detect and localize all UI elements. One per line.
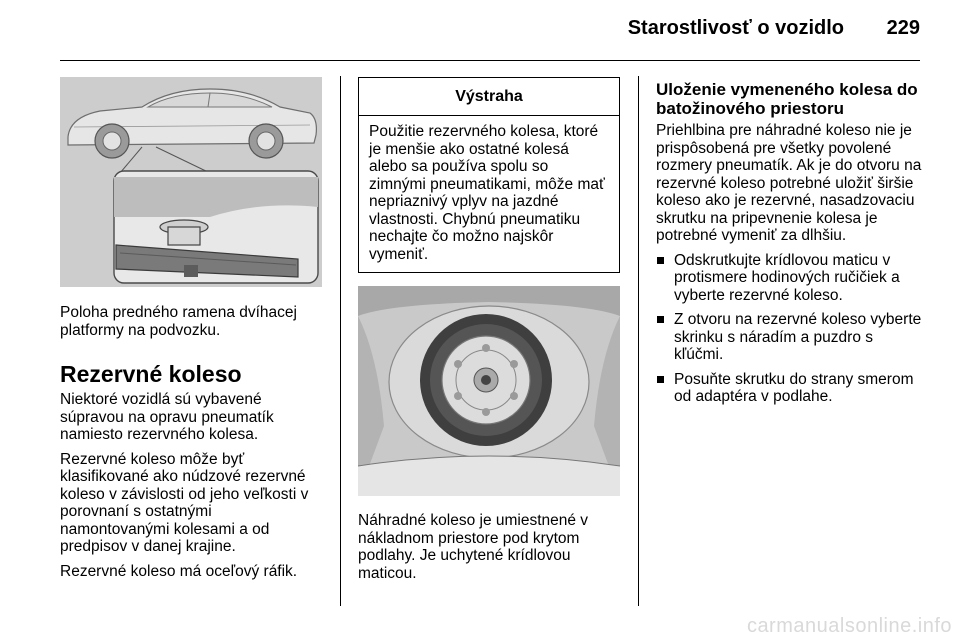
- header-rule: [60, 60, 920, 61]
- watermark: carmanualsonline.info: [746, 615, 952, 637]
- column-divider-2: [638, 76, 639, 606]
- bullet-square-icon: [657, 257, 664, 264]
- bullet-square-icon: [657, 316, 664, 323]
- instruction-list: [656, 252, 922, 406]
- list-item-text: Z otvoru na rezervné koleso vyberte skrinku s náradím a puzdro s kľúčmi.: [674, 311, 922, 363]
- page-number: 229: [886, 17, 920, 39]
- warning-box: [358, 77, 620, 273]
- warning-title: Výstraha: [359, 78, 619, 116]
- paragraph-2: Rezervné koleso môže byť klasifikované ako núdzové rezervné koleso v závislosti od jeho veľkosti v porovnaní s ostatnými namontovanými kolesami a od predpisov v danej krajine.: [60, 450, 309, 555]
- column-divider-1: [340, 76, 341, 606]
- intro-paragraph: Priehlbina pre náhradné koleso nie je prispôsobená pre všetky povolené rozmery pneumatík. Ak je do otvoru na rezervné koleso potrebné uložiť širšie koleso ako je rezervné, nasadzovaciu skrutku na pripevnenie kolesa je potrebné vymeniť za dlhšiu.: [656, 122, 922, 244]
- section-title-spare-wheel: Rezervné koleso: [60, 361, 242, 387]
- page-header: [0, 0, 960, 64]
- list-item-text: Odskrutkujte krídlovou maticu v protismere hodinových ručičiek a vyberte rezervné koleso.: [674, 251, 900, 304]
- lift-point-figure: [60, 77, 322, 287]
- header-title: Starostlivosť o vozidlo: [627, 17, 844, 39]
- column-1: [60, 304, 322, 587]
- paragraph-1: Niektoré vozidlá sú vybavené súpravou na opravu pneumatík namiesto rezervného kolesa.: [60, 391, 274, 443]
- list-item-text: Posuňte skrutku do strany smerom od adaptéra v podlahe.: [674, 370, 914, 405]
- figure-caption-lift: Poloha predného ramena dvíhacej platformy na podvozku.: [60, 304, 297, 339]
- column-2-caption-area: [358, 512, 620, 589]
- list-item: [656, 311, 922, 364]
- subsection-title: Uloženie vymeneného kolesa do batožinového priestoru: [656, 80, 918, 118]
- column-3: [656, 80, 922, 413]
- list-item: [656, 252, 922, 305]
- warning-text: Použitie rezervného kolesa, ktoré je menšie ako ostatné kolesá alebo sa používa spolu so zimnými pneumatikami, môže mať nepriaznivý vplyv na jazdné vlastnosti. Chybnú pneumatiku nechajte čo možno najskôr vymeniť.: [369, 123, 605, 263]
- bullet-square-icon: [657, 376, 664, 383]
- spare-wheel-illustration: [358, 286, 620, 496]
- figure-caption-spare-wheel: Náhradné koleso je umiestnené v nákladnom priestore pod krytom podlahy. Je uchytené krídlovou maticou.: [358, 512, 589, 582]
- spare-wheel-figure: [358, 286, 620, 496]
- car-lift-illustration: [60, 77, 322, 287]
- paragraph-3: Rezervné koleso má oceľový ráfik.: [60, 562, 298, 580]
- list-item: [656, 371, 922, 406]
